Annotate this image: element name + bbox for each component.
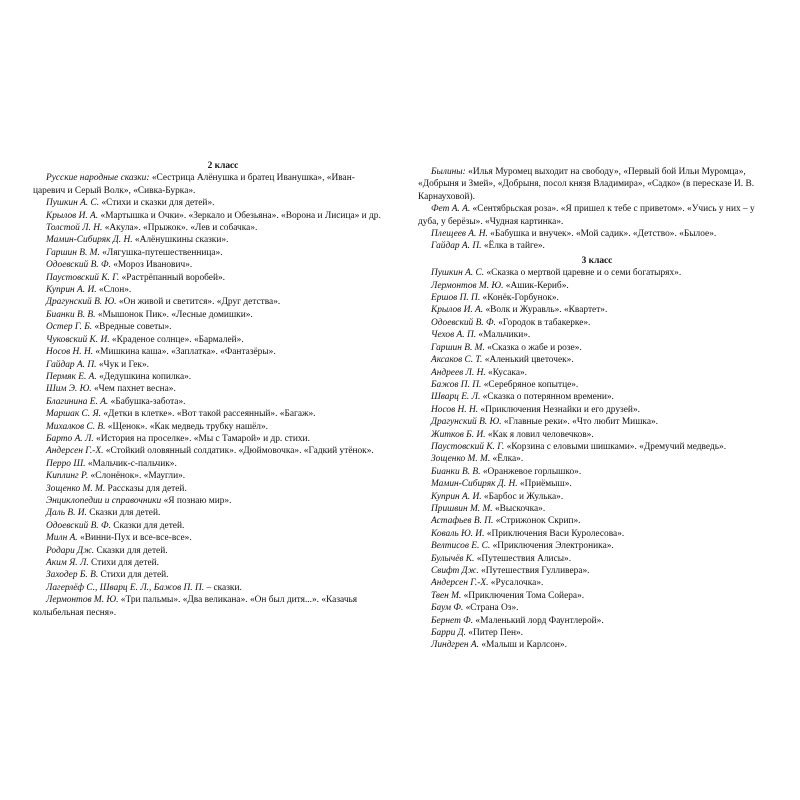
author-name: Гаршин В. М. [46, 247, 100, 258]
book-entry [33, 371, 383, 383]
author-name: Линдгрен А. [431, 640, 480, 651]
author-name: Пушкин А. С. [431, 268, 485, 279]
author-name: Бажов П. П. [431, 379, 482, 390]
works-text: – сказки. [204, 582, 242, 593]
author-name: Былины: [431, 167, 466, 177]
works-text: «Ёлка». [490, 454, 524, 465]
works-text: «Главные реки». «Что любит Мишка». [501, 417, 659, 428]
book-entry [33, 532, 383, 544]
author-name: Заходер Б. В. [46, 570, 99, 581]
author-name: Пушкин А. С. [46, 198, 100, 209]
book-entry [418, 615, 776, 627]
works-text: Стихи для детей. [98, 570, 169, 581]
author-name: Остер Г. Б. [46, 322, 93, 333]
author-name: Житков Б. И. [431, 429, 486, 440]
author-name: Лермонтов М. Ю. [431, 280, 504, 291]
works-text: «Страна Оз». [463, 603, 519, 614]
author-name: Толстой Л. Н. [46, 223, 103, 234]
author-name: Бианки В. В. [46, 309, 96, 320]
book-entry [33, 284, 383, 296]
works-text: «Оранжевое горлышко». [480, 466, 582, 477]
works-text: «Мартышка и Очки». «Зеркало и Обезьяна». «Ворона и Лисица» и др. [98, 210, 381, 221]
author-name: Барто А. Л. [46, 433, 94, 444]
works-text: «Стойкий оловянный солдатик». «Дюймовочка». «Гадкий утёнок». [103, 446, 374, 457]
author-name: Киплинг Р. [46, 471, 89, 482]
author-name: Гайдар А. П. [431, 241, 482, 252]
book-entry [418, 367, 776, 379]
works-text: «Сентябрьская роза». «Я пришел к тебе с приветом». «Учись у них – у дуба, у берёзы». «Чудная картинка». [418, 204, 755, 227]
author-name: Ершов П. П. [431, 293, 481, 304]
author-name: Одоевский В. Ф. [46, 520, 111, 531]
works-text: «История на проселке». «Мы с Тамарой» и др. стихи. [93, 433, 310, 444]
book-entry [33, 483, 383, 495]
works-text: «Стихи и сказки для детей». [99, 198, 215, 209]
works-text: «Сказка о жабе и розе». [484, 342, 582, 353]
author-name: Зощенко М. М. [46, 483, 106, 494]
works-text: «Алёнушкины сказки». [132, 235, 229, 246]
book-entry [418, 203, 776, 228]
works-text: «Я познаю мир». [161, 495, 232, 506]
book-entry [418, 228, 776, 240]
works-text: «Корзина с еловыми шишками». «Дремучий медведь». [504, 441, 727, 452]
works-text: «Растрёпанный воробей». [119, 272, 225, 283]
author-name: Фет А. А. [431, 204, 471, 215]
grade-3-reading-list [418, 267, 776, 652]
author-name: Баум Ф. [431, 603, 464, 614]
author-name: Драгунский В. Ю. [46, 297, 117, 308]
works-text: «Детки в клетке». «Вот такой рассеянный». «Багаж». [101, 409, 316, 420]
author-name: Крылов И. А. [46, 210, 99, 221]
book-entry [418, 466, 776, 478]
book-entry [33, 569, 383, 581]
works-text: «Сестрица Алёнушка и братец Иванушка», «Иван-царевич и Серый Волк», «Сивка-Бурка». [33, 173, 355, 196]
author-name: Перро Ш. [46, 458, 86, 469]
author-name: Михалков С. В. [46, 421, 106, 432]
works-text: «Ашик-Кериб». [503, 280, 569, 291]
book-entry [33, 545, 383, 557]
works-text: «Чем пахнет весна». [91, 384, 176, 395]
works-text: Стихи для детей. [88, 558, 159, 568]
author-name: Носов Н. Н. [46, 347, 94, 358]
author-name: Андерсен Г.-Х. [46, 446, 104, 457]
author-name: Шим Э. Ю. [46, 384, 92, 395]
author-name: Паустовский К. Г. [431, 441, 505, 452]
book-entry [418, 627, 776, 639]
works-text: «Русалочка». [488, 578, 544, 589]
book-entry [418, 577, 776, 589]
book-entry [33, 582, 383, 594]
book-entry [33, 210, 383, 222]
author-name: Одоевский В. Ф. [46, 260, 111, 271]
works-text: «Винни-Пух и все-все-все». [77, 533, 192, 544]
book-entry [418, 478, 776, 490]
book-entry [418, 441, 776, 453]
book-entry [33, 172, 383, 197]
book-entry [33, 197, 383, 209]
book-entry [33, 433, 383, 445]
author-name: Драгунский В. Ю. [431, 417, 502, 428]
works-text: «Илья Муромец выходит на свободу», «Первый бой Ильи Муромца», «Добрыня и Змей», «Добрыня, посол князя Владимира», «Садко» (в пересказе И. В. Карнауховой). [418, 167, 755, 202]
book-entry [33, 396, 383, 408]
works-text: Сказки для детей. [86, 508, 161, 519]
works-text: «Сказка о мертвой царевне и о семи богатырях». [484, 268, 682, 279]
author-name: Астафьев В. П. [431, 516, 494, 527]
grade-2-reading-list [33, 172, 383, 619]
book-entry [418, 391, 776, 403]
works-text: «Мальчики». [476, 330, 531, 341]
works-text: «Мышонок Пик». «Лесные домишки». [95, 309, 253, 320]
author-name: Велтисов Е. С. [431, 541, 491, 552]
works-text: «Путешествия Гулливера». [478, 566, 590, 576]
book-entry [33, 309, 383, 321]
book-entry [418, 304, 776, 316]
works-text: «Лягушка-путешественница». [99, 247, 223, 258]
author-name: Гайдар А. П. [46, 359, 97, 370]
works-text: «Маленький лорд Фаунтлерой». [473, 615, 604, 626]
book-entry [33, 520, 383, 532]
works-text: «Дедушкина копилка». [96, 371, 192, 382]
book-entry [418, 416, 776, 428]
works-text: «Щенок». «Как медведь трубку нашёл». [105, 421, 268, 432]
book-entry [418, 602, 776, 614]
works-text: «Серебряное копытце». [481, 379, 579, 390]
grade-2-reading-list-continued [418, 166, 776, 253]
book-entry [418, 379, 776, 391]
book-entry [418, 528, 776, 540]
works-text: «Барбос и Жулька». [481, 491, 564, 502]
author-name: Благинина Е. А. [46, 396, 109, 407]
author-name: Паустовский К. Г. [46, 272, 120, 283]
book-entry [418, 590, 776, 602]
works-text: «Приключения Электроника». [490, 541, 614, 552]
book-entry [418, 342, 776, 354]
author-name: Куприн А. И. [46, 285, 97, 296]
works-text: «Три пальмы». «Два великана». «Он был дитя...». «Казачья колыбельная песня». [33, 595, 358, 618]
author-name: Одоевский В. Ф. [431, 317, 496, 328]
author-name: Бианки В. В. [431, 466, 481, 477]
book-entry [418, 354, 776, 366]
author-name: Лермонтов М. Ю. [46, 595, 119, 606]
book-entry [418, 565, 776, 577]
book-entry [33, 445, 383, 457]
book-entry [418, 404, 776, 416]
works-text: «Он живой и светится». «Друг детства». [116, 297, 281, 308]
author-name: Твен М. [431, 590, 462, 601]
book-entry [418, 240, 776, 252]
book-entry [418, 317, 776, 329]
book-entry [418, 267, 776, 279]
author-name: Гаршин В. М. [431, 342, 485, 353]
book-entry [418, 329, 776, 341]
works-text: «Конёк-Горбунок». [480, 293, 559, 304]
works-text: «Выскочка». [492, 503, 546, 514]
works-text: «Приключения Тома Сойера». [461, 590, 585, 601]
right-column [418, 166, 776, 652]
book-entry [33, 421, 383, 433]
book-entry [418, 292, 776, 304]
book-entry [418, 166, 776, 203]
author-name: Аксаков С. Т. [431, 355, 483, 366]
works-text: «Мороз Иванович». [110, 260, 193, 271]
book-entry [33, 359, 383, 371]
works-text: Рассказы для детей. [105, 483, 187, 494]
book-entry [33, 334, 383, 346]
grade-2-heading: 2 класс [207, 161, 239, 171]
author-name: Крылов И. А. [431, 305, 484, 316]
author-name: Родари Дж. [46, 545, 95, 556]
book-entry [33, 408, 383, 420]
book-entry [33, 272, 383, 284]
book-entry [33, 259, 383, 271]
author-name: Энциклопедии и справочники [46, 495, 162, 506]
works-text: «Бабушка и внучек». «Мой садик». «Детство». «Былое». [487, 229, 717, 240]
book-entry [33, 594, 383, 619]
author-name: Зощенко М. М. [431, 454, 491, 465]
works-text: «Стрижонок Скрип». [493, 516, 581, 527]
works-text: «Аленький цветочек». [482, 355, 574, 366]
works-text: «Мишкина каша». «Заплатка». «Фантазёры». [93, 347, 276, 358]
works-text: «Ёлка в тайге». [481, 241, 545, 252]
author-name: Мамин-Сибиряк Д. Н. [46, 235, 133, 246]
author-name: Барри Д. [431, 628, 466, 639]
works-text: Сказки для детей. [94, 545, 168, 556]
author-name: Пришвин М. М. [431, 503, 493, 514]
author-name: Милн А. [46, 533, 78, 544]
works-text: «Мальчик-с-пальчик». [85, 458, 177, 469]
author-name: Аким Я. Л. [46, 558, 89, 568]
author-name: Пермяк Е. А. [46, 371, 97, 382]
book-entry [33, 495, 383, 507]
book-entry [418, 553, 776, 565]
book-entry [33, 247, 383, 259]
book-entry [33, 222, 383, 234]
author-name: Чехов А. П. [431, 330, 477, 341]
book-entry [33, 458, 383, 470]
author-name: Свифт Дж. [431, 566, 479, 576]
works-text: «Краденое солнце». «Бармалей». [109, 334, 244, 345]
works-text: «Путешествия Алисы». [474, 553, 572, 564]
book-entry [33, 234, 383, 246]
book-entry [418, 429, 776, 441]
works-text: «Питер Пен». [465, 628, 524, 639]
grade-3-heading: 3 класс [581, 255, 613, 266]
book-entry [418, 540, 776, 552]
works-text: «Приключения Незнайки и его друзей». [478, 404, 640, 415]
author-name: Куприн А. И. [431, 491, 482, 502]
works-text: «Приключения Васи Куролесова». [484, 528, 625, 539]
author-name: Даль В. И. [46, 508, 87, 519]
book-entry [418, 515, 776, 527]
author-name: Лагерлёф С., Шварц Е. Л., Бажов П. П. [46, 582, 205, 593]
book-entry [418, 503, 776, 515]
author-name: Бернет Ф. [431, 615, 474, 626]
works-text: «Слон». [96, 285, 132, 296]
book-entry [33, 557, 383, 569]
book-entry [33, 296, 383, 308]
works-text: «Приёмыш». [517, 479, 572, 490]
author-name: Булычёв К. [431, 553, 475, 564]
works-text: «Сказка о потерянном времени». [480, 392, 614, 403]
book-entry [33, 346, 383, 358]
works-text: «Акула». «Прыжок». «Лев и собачка». [102, 223, 258, 234]
book-entry [33, 383, 383, 395]
works-text: «Чук и Гек». [96, 359, 149, 370]
works-text: «Как я ловил человечков». [485, 429, 594, 440]
book-entry [418, 453, 776, 465]
author-name: Коваль Ю. И. [431, 528, 485, 539]
book-entry [33, 321, 383, 333]
author-name: Носов Н. Н. [431, 404, 479, 415]
works-text: «Бабушка-забота». [108, 396, 186, 407]
works-text: Сказки для детей. [110, 520, 185, 531]
author-name: Маршак С. Я. [46, 409, 101, 420]
author-name: Чуковский К. И. [46, 334, 110, 345]
book-entry [33, 470, 383, 482]
book-entry [418, 639, 776, 651]
works-text: «Волк и Журавль». «Квартет». [483, 305, 608, 316]
author-name: Андреев Л. Н. [431, 367, 486, 378]
works-text: «Кусака». [485, 367, 528, 378]
left-column [33, 160, 383, 619]
author-name: Русские народные сказки: [46, 173, 150, 184]
author-name: Андерсен Г.-Х. [431, 578, 489, 589]
works-text: «Слонёнок». «Маугли». [88, 471, 186, 482]
works-text: «Вредные советы». [92, 322, 172, 333]
book-entry [418, 280, 776, 292]
works-text: «Малыш и Карлсон». [479, 640, 567, 651]
author-name: Плещеев А. Н. [431, 229, 488, 240]
author-name: Шварц Е. Л. [431, 392, 481, 403]
book-entry [33, 507, 383, 519]
book-entry [418, 491, 776, 503]
author-name: Мамин-Сибиряк Д. Н. [431, 479, 518, 490]
works-text: «Городок в табакерке». [495, 317, 591, 328]
